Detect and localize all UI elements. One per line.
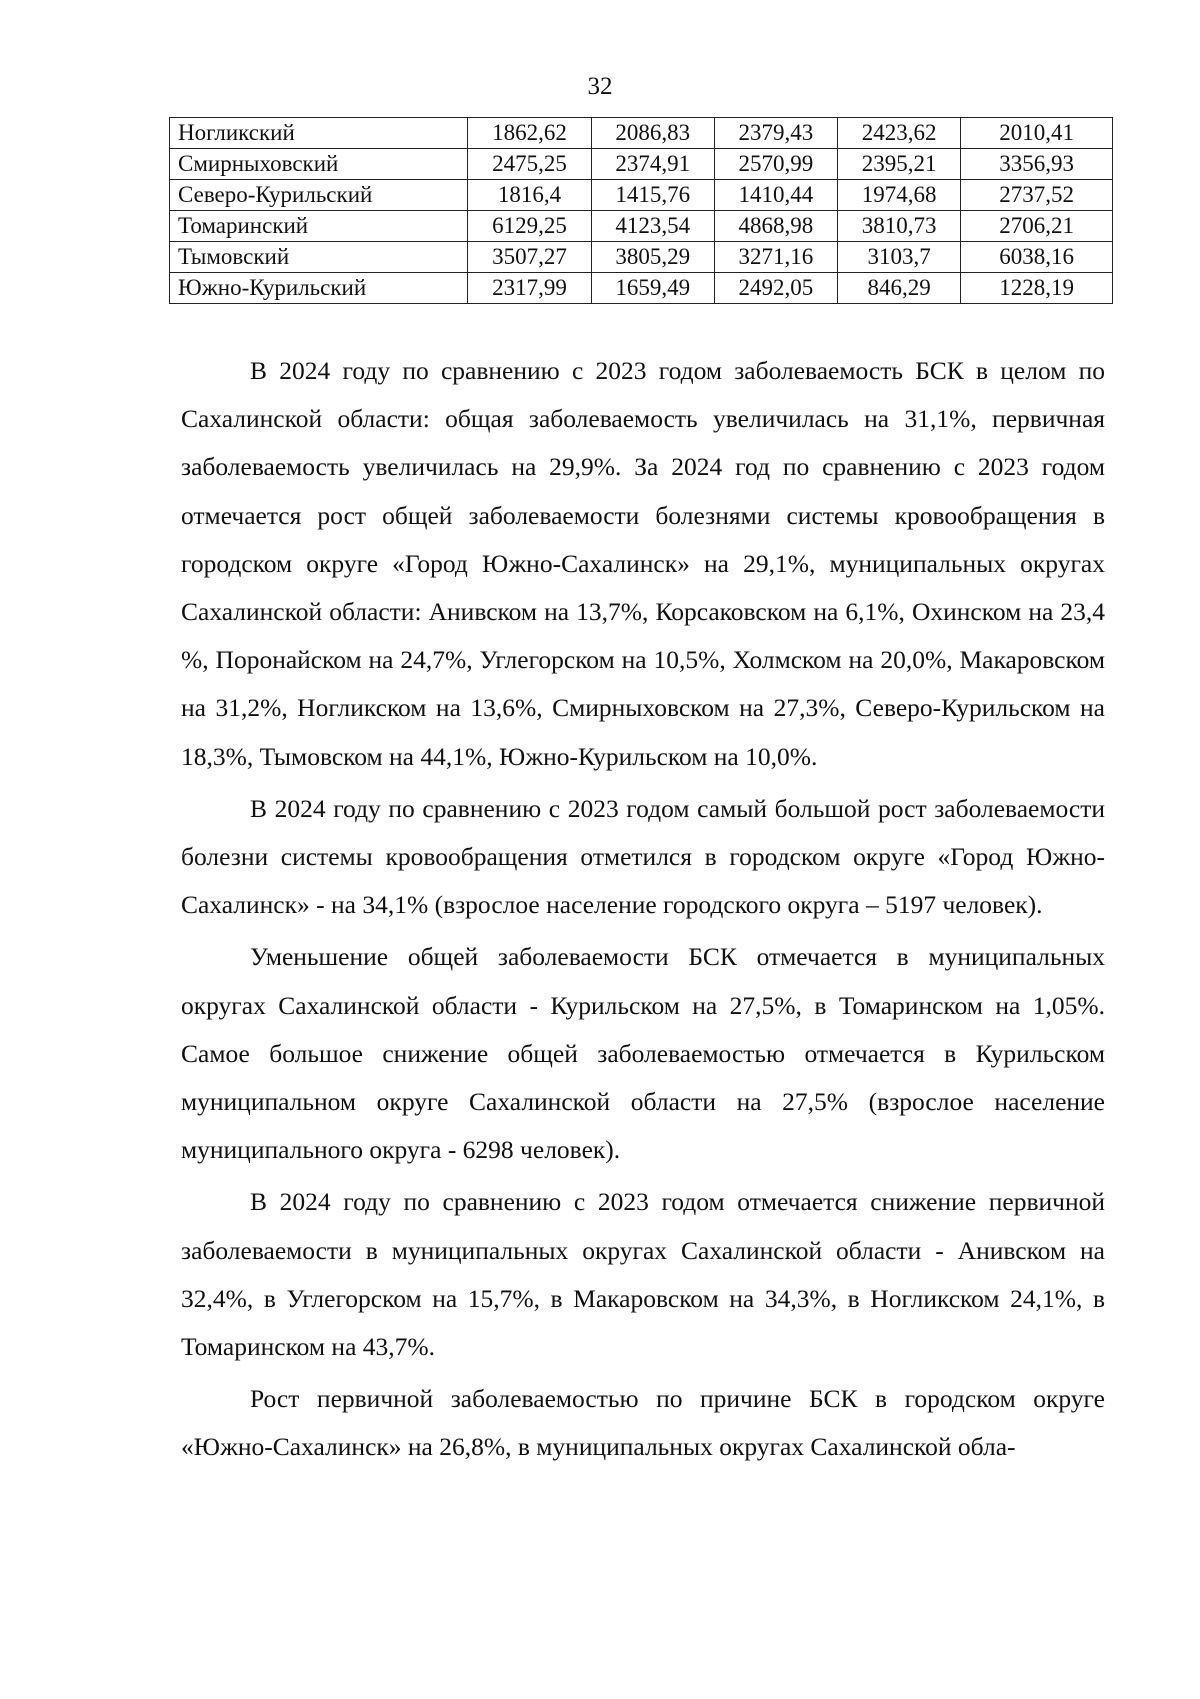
district-name: Северо-Курильский	[170, 180, 468, 211]
table-cell: 1816,4	[468, 180, 591, 211]
district-name: Ногликский	[170, 118, 468, 149]
table-cell: 2475,25	[468, 149, 591, 180]
table-cell: 2374,91	[591, 149, 714, 180]
table-cell: 3810,73	[838, 211, 961, 242]
morbidity-table	[169, 117, 1113, 304]
table-cell: 6129,25	[468, 211, 591, 242]
table-row	[170, 273, 1113, 304]
district-name: Тымовский	[170, 242, 468, 273]
table-cell: 2395,21	[838, 149, 961, 180]
table-row	[170, 211, 1113, 242]
district-name: Южно-Курильский	[170, 273, 468, 304]
table-cell: 2737,52	[961, 180, 1113, 211]
paragraph: Уменьшение общей заболеваемости БСК отмечается в муниципальных округах Сахалинской области - Курильском на 27,5%, в Томаринском на 1,05%. Самое большое снижение общей заболеваемостью отмечается в Курильском муниципальном округе Сахалинской области на 27,5% (взрослое население муниципального округа - 6298 человек).	[181, 942, 1105, 1165]
table-row	[170, 180, 1113, 211]
table-cell: 3507,27	[468, 242, 591, 273]
paragraph: В 2024 году по сравнению с 2023 годом заболеваемость БСК в целом по Сахалинской области: общая заболеваемость увеличилась на 31,1%, первичная заболеваемость увеличилась на 29,9%. За 2024 год по сравнению с 2023 годом отмечается рост общей заболеваемости болезнями системы кровообращения в городском округе «Город Южно-Сахалинск» на 29,1%, муниципальных округах Сахалинской области: Анивском на 13,7%, Корсаковском на 6,1%, Охинском на 23,4 %, Поронайском на 24,7%, Углегорском на 10,5%, Холмском на 20,0%, Макаровском на 31,2%, Ногликском на 13,6%, Смирныховском на 27,3%, Северо-Курильском на 18,3%, Тымовском на 44,1%, Южно-Курильском на 10,0%.	[181, 356, 1105, 771]
table-cell: 4868,98	[714, 211, 837, 242]
table-cell: 3805,29	[591, 242, 714, 273]
table-cell: 2706,21	[961, 211, 1113, 242]
table-cell: 2570,99	[714, 149, 837, 180]
paragraph: Рост первичной заболеваемостью по причине БСК в городском округе «Южно-Сахалинск» на 26,8%, в муниципальных округах Сахалинской обла-	[181, 1384, 1105, 1462]
paragraph: В 2024 году по сравнению с 2023 годом отмечается снижение первичной заболеваемости в муниципальных округах Сахалинской области - Анивском на 32,4%, в Углегорском на 15,7%, в Макаровском на 34,3%, в Ногликском 24,1%, в Томаринском на 43,7%.	[181, 1187, 1105, 1362]
table-cell: 1415,76	[591, 180, 714, 211]
district-name: Смирныховский	[170, 149, 468, 180]
table-cell: 1410,44	[714, 180, 837, 211]
table-cell: 2423,62	[838, 118, 961, 149]
paragraph: В 2024 году по сравнению с 2023 годом самый большой рост заболеваемости болезни системы кровообращения отметился в городском округе «Город Южно-Сахалинск» - на 34,1% (взрослое население городского округа – 5197 человек).	[181, 793, 1105, 920]
table-cell: 2010,41	[961, 118, 1113, 149]
table-row	[170, 118, 1113, 149]
table-cell: 4123,54	[591, 211, 714, 242]
district-name: Томаринский	[170, 211, 468, 242]
table-cell: 6038,16	[961, 242, 1113, 273]
table-cell: 2492,05	[714, 273, 837, 304]
body-text	[181, 347, 1105, 1476]
table-cell: 2317,99	[468, 273, 591, 304]
table-cell: 3356,93	[961, 149, 1113, 180]
table-cell: 1659,49	[591, 273, 714, 304]
table-cell: 1228,19	[961, 273, 1113, 304]
table-cell: 1862,62	[468, 118, 591, 149]
table-row	[170, 149, 1113, 180]
table-cell: 2379,43	[714, 118, 837, 149]
page-number: 32	[587, 73, 613, 100]
table-cell: 1974,68	[838, 180, 961, 211]
table-cell: 3271,16	[714, 242, 837, 273]
table-cell: 2086,83	[591, 118, 714, 149]
table-cell: 3103,7	[838, 242, 961, 273]
table-row	[170, 242, 1113, 273]
table-cell: 846,29	[838, 273, 961, 304]
